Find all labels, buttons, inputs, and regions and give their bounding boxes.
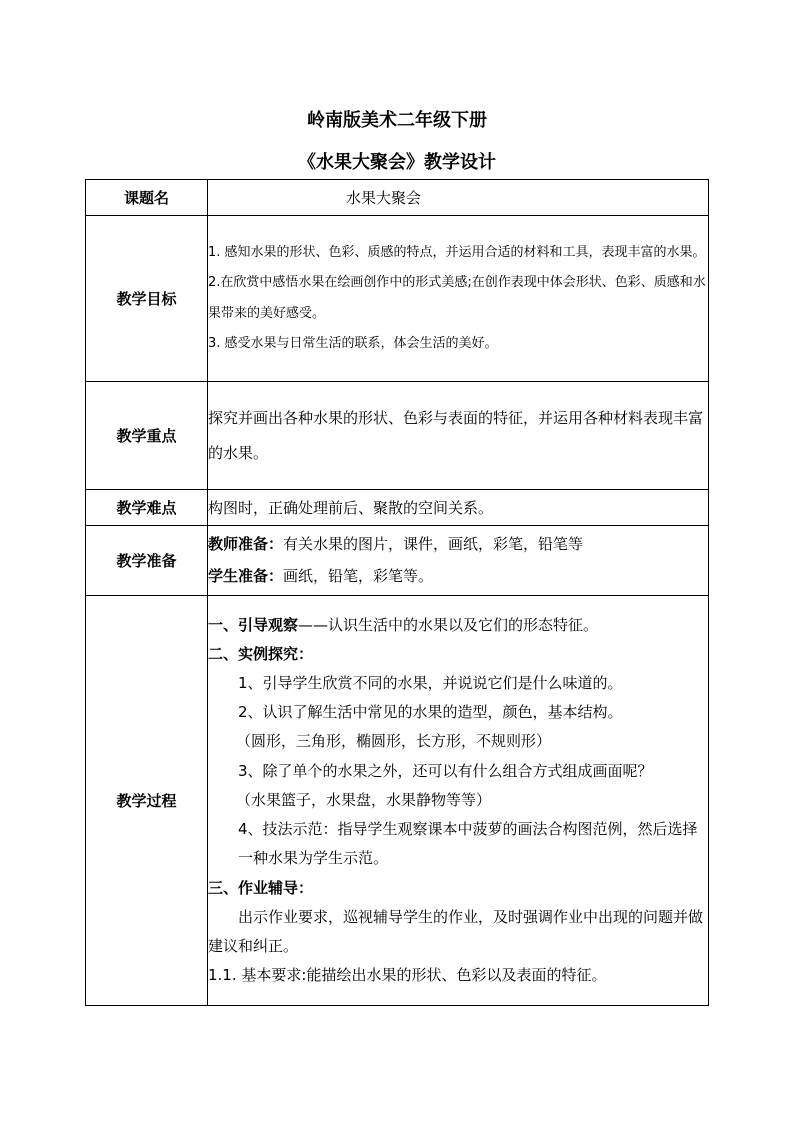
process-section-1 [208, 611, 708, 640]
label-difficulties: 教学难点 [86, 490, 208, 526]
document-subtitle: 《水果大聚会》教学设计 [298, 152, 496, 173]
row-preparation [86, 526, 709, 596]
value-goals [208, 216, 709, 382]
lesson-plan-table [85, 179, 709, 1006]
label-goals: 教学目标 [86, 216, 208, 382]
process-section-1-text: ——认识生活中的水果以及它们的形态特征。 [298, 615, 599, 634]
goal-item-3: 3. 感受水果与日常生活的联系，体会生活的美好。 [208, 336, 498, 351]
teacher-preparation [208, 529, 708, 561]
label-key-points: 教学重点 [86, 382, 208, 490]
process-item-2-note: （圆形，三角形，椭圆形，长方形，不规则形） [236, 732, 552, 751]
process-section-2-title: 二、实例探究： [208, 644, 314, 663]
row-difficulties [86, 490, 709, 526]
process-section-3-text: 出示作业要求，巡视辅导学生的作业，及时强调作业中出现的问题并做建议和纠正。 [208, 907, 704, 955]
process-basic-requirement: 1.1. 基本要求:能描绘出水果的形状、色彩以及表面的特征。 [208, 966, 607, 985]
process-item-3: 3、除了单个的水果之外，还可以有什么组合方式组成画面呢？ [238, 761, 653, 780]
label-topic: 课题名 [86, 180, 208, 216]
value-key-points: 探究并画出各种水果的形状、色彩与表面的特征，并运用各种材料表现丰富的水果。 [208, 382, 709, 490]
process-item-3-note: （水果篮子，水果盘，水果静物等等） [236, 790, 492, 809]
label-preparation: 教学准备 [86, 526, 208, 596]
value-difficulties: 构图时，正确处理前后、聚散的空间关系。 [208, 490, 709, 526]
row-key-points [86, 382, 709, 490]
label-process: 教学过程 [86, 596, 208, 1006]
value-preparation [208, 526, 709, 596]
goal-item-1: 1. 感知水果的形状、色彩、质感的特点，并运用合适的材料和工具，表现丰富的水果。 [208, 244, 706, 260]
process-item-1: 1、引导学生欣赏不同的水果，并说说它们是什么味道的。 [238, 674, 623, 693]
student-preparation-text: 画纸，铅笔，彩笔等。 [283, 566, 434, 585]
value-topic: 水果大聚会 [208, 180, 709, 216]
row-process [86, 596, 709, 1006]
document-title: 岭南版美术二年级下册 [307, 110, 487, 131]
goal-item-2: 2.在欣赏中感悟水果在绘画创作中的形式美感;在创作表现中体会形状、色彩、质感和水果带来的美好感受。 [208, 275, 706, 321]
student-preparation [208, 561, 708, 593]
process-section-3-title: 三、作业辅导： [208, 878, 314, 897]
teacher-preparation-text: 有关水果的图片，课件，画纸，彩笔，铅笔等 [283, 535, 584, 553]
teacher-preparation-label: 教师准备： [208, 535, 284, 553]
value-process [208, 596, 709, 1006]
process-section-1-title: 一、引导观察 [208, 615, 299, 634]
row-topic [86, 180, 709, 216]
student-preparation-label: 学生准备： [208, 566, 284, 585]
process-item-2: 2、认识了解生活中常见的水果的造型，颜色，基本结构。 [238, 703, 623, 722]
row-goals [86, 216, 709, 382]
process-item-4: 4、技法示范：指导学生观察课本中菠萝的画法合构图范例，然后选择一种水果为学生示范。 [238, 820, 698, 868]
